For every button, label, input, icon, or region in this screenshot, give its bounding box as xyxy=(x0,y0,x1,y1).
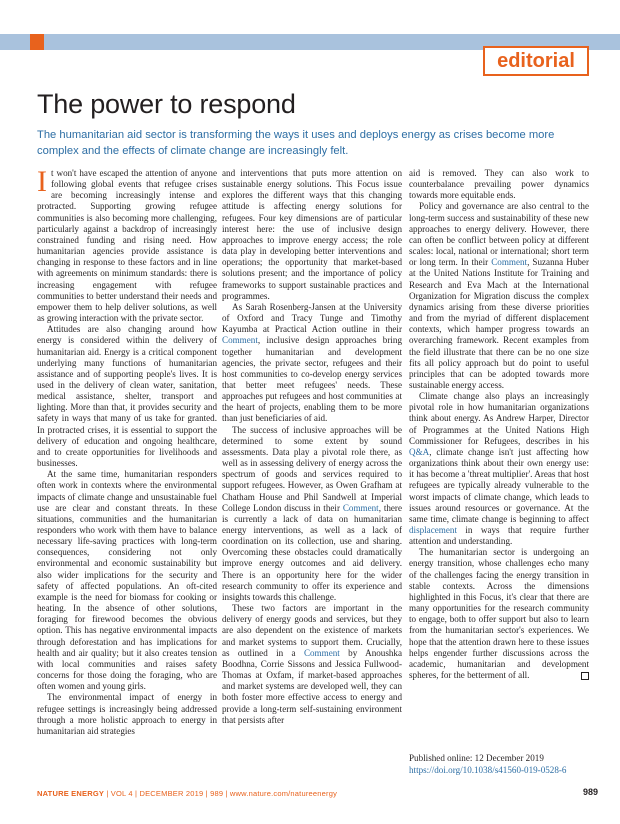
paragraph-text: , there is currently a lack of data on humanitarian energy interventions, as well as a lack of coordination on its collection, use and sharing. Overcoming these obstacles could dramatically improve energy outcomes and aid delivery. There is an opportunity here for the wider research community to offer its experience and insights towards this challenge. xyxy=(222,502,402,602)
paragraph-text: t won't have escaped the attention of anyone following global events that refugee crises are becoming increasingly intense and protracted. Supporting growing refugee communities is also becoming more challenging, particularly against a backdrop of increasingly constrained funding and rising need. How humanitarian agencies provide assistance is changing in response to these factors and in line with agreements on minimum standards: there is increasing engagement with refugee communities to better understand their needs and empower them to help deliver solutions, as well as growing interaction with the private sector. xyxy=(37,168,217,324)
paragraph: At the same time, humanitarian responders often work in contexts where the environmental impacts of climate change and unsustainable fuel use are clear and constant threats. In these situations, communities and the humanitarian responders who work with them have to balance necessary life-saving practices with long-term consequences, considering not only environmental and economic sustainability but also wider implications for the security and safety of affected populations. An oft-cited example is the need for biomass for cooking or heating. In the absence of other solutions, foraging for firewood becomes the obvious option. This has negative environmental impacts through deforestation and has implications for health and air quality; but it also creates tension with local communities and raises safety concerns for those doing the foraging, who are often women and young girls. xyxy=(37,469,217,692)
page-title: The power to respond xyxy=(37,89,296,119)
paragraph-text: , inclusive design approaches bring together humanitarian and development agencies, the private sector, refugees and their host communities to co-develop energy services that better meet refugees' needs. These approaches put refugees and host communities at the heart of projects, enabling them to be more than just beneficiaries of aid. xyxy=(222,335,402,424)
displacement-link[interactable]: displacement xyxy=(409,525,457,535)
qa-link[interactable]: Q&A xyxy=(409,446,430,457)
column-1 xyxy=(37,165,217,737)
section-tag: editorial xyxy=(483,46,589,76)
footer-issue-info: | VOL 4 | DECEMBER 2019 | 989 | www.nature.com/natureenergy xyxy=(106,789,338,798)
paragraph-text: These two factors are important in the delivery of energy goods and services, but they are also dependent on the existence of markets and market systems to support them. Crucially, as outlined in a xyxy=(222,603,402,658)
paragraph-text: , climate change isn't just affecting how organizations think about their own energy use: it has become a 'threat multiplier'. Areas that host refugees are typically already vulnerable to the worst impacts of climate change, which leads to issues around resources or governance. At the same time, climate change is beginning to affect xyxy=(409,446,589,524)
drop-cap: I xyxy=(37,165,47,198)
paragraph xyxy=(222,302,402,425)
doi-link[interactable]: https://doi.org/10.1038/s41560-019-0528-6 xyxy=(409,765,567,775)
end-of-article-icon xyxy=(581,672,589,680)
published-date: Published online: 12 December 2019 xyxy=(409,753,544,763)
paragraph-text: Climate change also plays an increasingly pivotal role in how humanitarian organizations think about energy. As Andrew Harper, Director of Programmes at the United Nations High Commissioner for Refugees, describes in his xyxy=(409,391,589,446)
paragraph-text: Policy and governance are also central to the long-term success and sustainability of these new approaches to energy delivery. However, there can often be conflict between policy at different scales: local, national or international; short term or long term. In their xyxy=(409,201,589,268)
comment-link[interactable]: Comment xyxy=(303,647,340,658)
paragraph-text: The humanitarian sector is undergoing an energy transition, whose challenges echo many of the challenges facing the energy transition in stable contexts. Across the dimensions highlighted in this Focus, it's clear that there are many opportunities for the research community to engage, both to offer support but also to learn from the humanitarian sector's experiences. We hope that the attention drawn here to these issues helps engender further discussions across the academic, humanitarian and development spheres, for the betterment of all. xyxy=(409,547,589,681)
header-accent-block xyxy=(30,34,44,50)
paragraph xyxy=(409,547,589,681)
paragraph xyxy=(222,603,402,726)
paragraph: and interventions that puts more attention on sustainable energy solutions. This Focus issue explores the different ways that this changing attitude is affecting energy solutions for refugees. Four key dimensions are of particular interest here: the use of inclusive design approaches to improve energy access; the role data play in developing better interventions and operations; the opportunity that market-based solutions present; and the importance of policy frameworks to support sustainable practices and programmes. xyxy=(222,168,402,301)
paragraph: aid is removed. They can also work to counterbalance prevailing power dynamics towards more equitable ends. xyxy=(409,168,589,201)
column-3 xyxy=(409,168,589,681)
paragraph: The environmental impact of energy in refugee settings is increasingly being addressed through a more holistic approach to energy in humanitarian aid strategies xyxy=(37,692,217,736)
page-footer xyxy=(37,789,585,798)
standfirst: The humanitarian aid sector is transforming the ways it uses and deploys energy as crises become more complex and the effects of climate change are increasingly felt. xyxy=(37,129,555,157)
paragraph-text: by Anoushka Boodhna, Corrie Sissons and Jessica Fullwood-Thomas at Oxfam, if market-based approaches and market systems are developed well, they can both foster more effective access to energy and provide a long-term self-sustaining environment that persists after xyxy=(222,647,402,725)
paragraph-text: The success of inclusive approaches will be determined to some extent by sound assessments. Data play a pivotal role there, as well as in assessing delivery of energy across the spectrum of goods and services required to support refugees. However, as Owen Grafham at Chatham House and Phil Sandwell at Imperial College London discuss in their xyxy=(222,424,402,513)
paragraph-text: in ways that require further attention and understanding. xyxy=(409,525,589,547)
paragraph: Attitudes are also changing around how energy is considered within the delivery of humanitarian aid. Energy is a critical component underlying many functions of humanitarian assistance and of supporting people's lives. It is used in the delivery of clean water, sanitation, medical assistance, shelter, transport and lighting. More than that, it provides security and safety in ways that many of us take for granted. In protracted crises, it is essential to support the delivery of education and ongoing healthcare, and to create opportunities for livelihoods and businesses. xyxy=(37,324,217,469)
column-2 xyxy=(222,168,402,726)
paragraph xyxy=(222,425,402,604)
page-number: 989 xyxy=(582,787,598,797)
comment-link[interactable]: Comment xyxy=(222,335,258,346)
paragraph-text: As Sarah Rosenberg-Jansen at the University of Oxford and Tracy Tunge and Timothy Kayumba at Practical Action outline in their xyxy=(222,301,402,335)
paragraph xyxy=(37,165,217,324)
paragraph xyxy=(409,201,589,391)
comment-link[interactable]: Comment xyxy=(342,502,379,513)
footer-journal-name: NATURE ENERGY xyxy=(37,789,105,798)
paragraph xyxy=(409,391,589,547)
comment-link[interactable]: Comment xyxy=(491,257,528,268)
paragraph-text: , Suzanna Huber at the United Nations Institute for Training and Research and Eva Mach at the International Organization for Migration discuss the complex dynamics arising from these diverse priorities and from the myriad of different displacement contexts, which hamper progress towards an overarching framework. Recent examples from the field illustrate that there can be no one size fits all policy approach but do point to useful principles that can be adopted towards more sustainable energy access. xyxy=(409,257,589,390)
publication-info xyxy=(409,752,599,776)
